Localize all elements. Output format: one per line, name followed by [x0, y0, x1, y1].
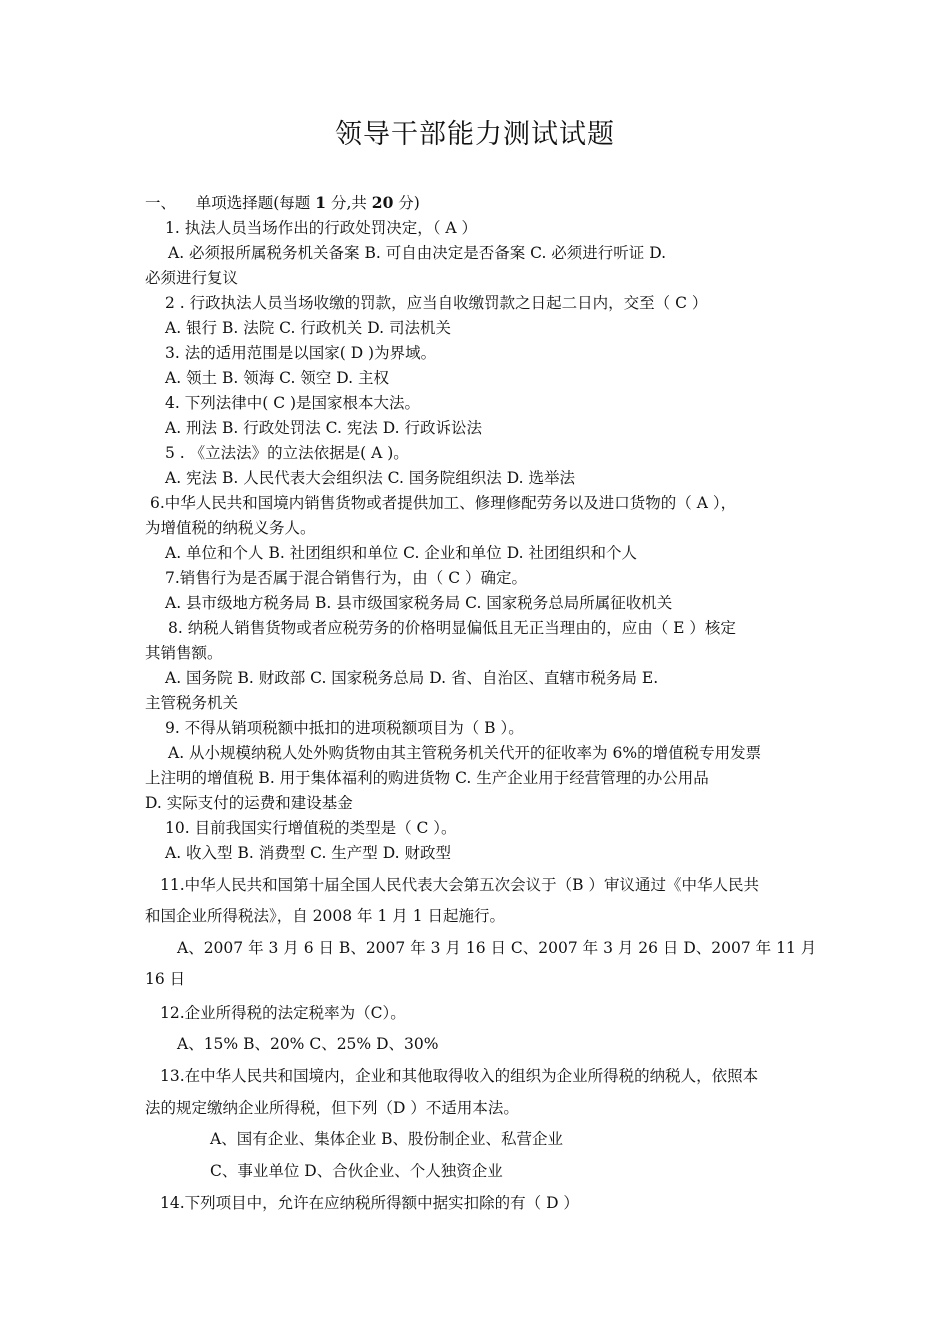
question-2: 2 . 行政执法人员当场收缴的罚款，应当自收缴罚款之日起二日内，交至（ C ） — [165, 294, 708, 312]
question-9-options-cont: 上注明的增值税 B. 用于集体福利的购进货物 C. 生产企业用于经营管理的办公用品 — [145, 769, 709, 787]
question-13-options-cd: C、事业单位 D、合伙企业、个人独资企业 — [210, 1162, 503, 1180]
question-12: 12.企业所得税的法定税率为（C）。 — [160, 1004, 406, 1022]
question-2-options: A. 银行 B. 法院 C. 行政机关 D. 司法机关 — [165, 319, 451, 337]
question-11: 11.中华人民共和国第十届全国人民代表大会第五次会议于（B ）审议通过《中华人民共 — [160, 876, 759, 894]
question-11-cont: 和国企业所得税法》，自 2008 年 1 月 1 日起施行。 — [145, 907, 505, 925]
question-13: 13.在中华人民共和国境内，企业和其他取得收入的组织为企业所得税的纳税人，依照本 — [160, 1067, 759, 1085]
question-10: 10. 目前我国实行增值税的类型是（ C ）。 — [165, 819, 457, 837]
question-6-cont: 为增值税的纳税义务人。 — [145, 519, 316, 537]
question-1-options: A. 必须报所属税务机关备案 B. 可自由决定是否备案 C. 必须进行听证 D. — [168, 244, 667, 262]
question-13-cont: 法的规定缴纳企业所得税，但下列（D ）不适用本法。 — [145, 1099, 519, 1117]
section-heading — [145, 193, 420, 213]
question-13-options-ab: A、国有企业、集体企业 B、股份制企业、私营企业 — [210, 1130, 564, 1148]
question-1-options-cont: 必须进行复议 — [145, 269, 239, 287]
question-4-options: A. 刑法 B. 行政处罚法 C. 宪法 D. 行政诉讼法 — [165, 419, 482, 437]
section-text-a: 单项选择题(每题 — [195, 194, 316, 212]
question-7-options: A. 县市级地方税务局 B. 县市级国家税务局 C. 国家税务总局所属征收机关 — [165, 594, 673, 612]
question-12-options: A、15% B、20% C、25% D、30% — [177, 1035, 439, 1053]
question-5-options: A. 宪法 B. 人民代表大会组织法 C. 国务院组织法 D. 选举法 — [165, 469, 575, 487]
question-8-options-cont: 主管税务机关 — [145, 694, 239, 712]
section-text-c: 分) — [393, 194, 420, 212]
question-9-option-a: A. 从小规模纳税人处外购货物由其主管税务机关代开的征收率为 6%的增值税专用发票 — [168, 744, 762, 762]
question-3: 3. 法的适用范围是以国家( D )为界域。 — [165, 344, 437, 362]
question-9: 9. 不得从销项税额中抵扣的进项税额项目为（ B ）。 — [165, 719, 524, 737]
section-total: 20 — [371, 193, 394, 212]
question-10-options: A. 收入型 B. 消费型 C. 生产型 D. 财政型 — [165, 844, 451, 862]
question-9-option-d: D. 实际支付的运费和建设基金 — [145, 794, 353, 812]
question-8-cont: 其销售额。 — [145, 644, 223, 662]
section-text-b: 分,共 — [326, 194, 372, 212]
page-title: 领导干部能力测试试题 — [335, 119, 615, 150]
question-11-options: A、2007 年 3 月 6 日 B、2007 年 3 月 16 日 C、2007 年 3 月 26 日 D、2007 年 11 月 — [177, 939, 817, 957]
section-number: 一、 — [145, 194, 177, 212]
question-5: 5 . 《立法法》的立法依据是( A )。 — [165, 444, 409, 462]
question-14: 14.下列项目中，允许在应纳税所得额中据实扣除的有（ D ） — [160, 1194, 579, 1212]
question-1: 1. 执法人员当场作出的行政处罚决定，（ A ） — [165, 219, 478, 237]
section-points: 1 — [315, 193, 327, 212]
question-7: 7.销售行为是否属于混合销售行为，由（ C ）确定。 — [165, 569, 528, 587]
question-4: 4. 下列法律中( C )是国家根本大法。 — [165, 394, 421, 412]
question-8-options: A. 国务院 B. 财政部 C. 国家税务总局 D. 省、自治区、直辖市税务局 E. — [165, 669, 659, 687]
question-3-options: A. 领土 B. 领海 C. 领空 D. 主权 — [165, 369, 389, 387]
question-8: 8. 纳税人销售货物或者应税劳务的价格明显偏低且无正当理由的，应由（ E ）核定 — [168, 619, 736, 637]
question-11-options-cont: 16 日 — [145, 970, 186, 988]
question-6: 6.中华人民共和国境内销售货物或者提供加工、修理修配劳务以及进口货物的（ A ）， — [150, 494, 737, 512]
question-6-options: A. 单位和个人 B. 社团组织和单位 C. 企业和单位 D. 社团组织和个人 — [165, 544, 637, 562]
